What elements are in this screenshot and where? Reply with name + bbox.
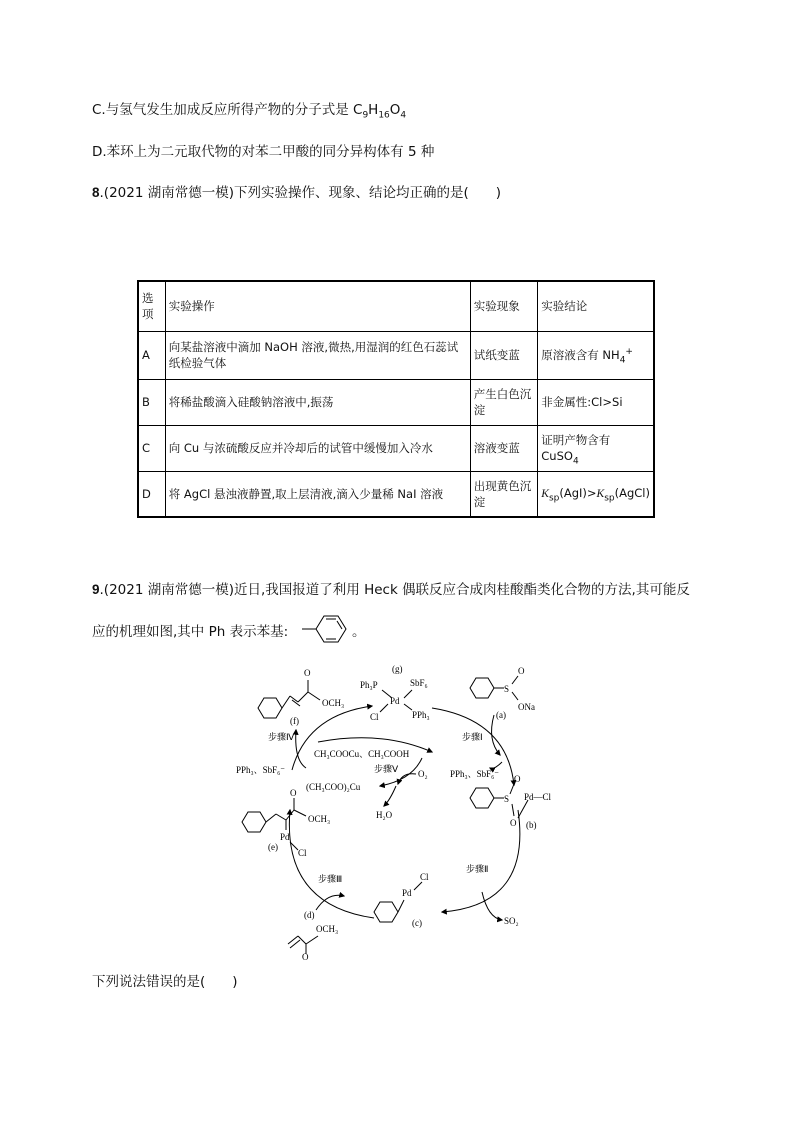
species-o-b2: O (510, 818, 517, 828)
species-s-b: S (504, 794, 510, 804)
table-row (138, 379, 654, 425)
cycle-arc-step2 (442, 810, 520, 912)
cell-phenomenon: 出现黄色沉淀 (470, 471, 538, 517)
cell-conclusion: 非金属性:Cl>Si (538, 379, 654, 425)
cell-phenomenon: 溶液变蓝 (470, 425, 538, 471)
label-f: (f) (290, 716, 299, 726)
species-sbf6: SbF₆ (410, 678, 428, 688)
cell-conclusion: 证明产物含有 CuSO$_4$ (538, 425, 654, 471)
species-pd-cl: Pd—Cl (524, 792, 552, 802)
species-ona: ONa (518, 702, 535, 712)
header-conclusion: 实验结论 (538, 281, 654, 331)
cycle-arc-step3 (289, 810, 374, 918)
cell-option: C (138, 425, 165, 471)
cell-conclusion: 原溶液含有 $NH_4^+$ (538, 331, 654, 379)
option-d: D.苯环上为二元取代物的对苯二甲酸的同分异构体有 5 种 (92, 144, 435, 160)
label-b: (b) (526, 820, 537, 830)
cell-operation: 将 AgCl 悬浊液静置,取上层清液,滴入少量稀 NaI 溶液 (165, 471, 470, 517)
species-pd-c: Pd (402, 888, 412, 898)
mechanism-diagram (232, 660, 578, 960)
species-o-b: O (514, 774, 521, 784)
header-option: 选项 (138, 281, 165, 331)
option-c: C.与氢气发生加成反应所得产物的分子式是 $C_9H_{16}O_4$ (92, 102, 407, 121)
species-so2: SO₂ (504, 916, 519, 926)
label-a: (a) (496, 710, 506, 720)
table-row (138, 331, 654, 379)
cell-option: D (138, 471, 165, 517)
question-number: 8 (92, 185, 100, 200)
cell-option: A (138, 331, 165, 379)
step-3: 步骤Ⅲ (318, 874, 343, 884)
experiment-table (137, 280, 655, 518)
species-ph3p: Ph₃P (360, 680, 378, 690)
question-9-line2: 应的机理如图,其中 Ph 表示苯基: (92, 624, 289, 640)
label-d: (d) (304, 910, 315, 920)
species-o-e: O (290, 788, 297, 798)
species-cl: Cl (370, 712, 379, 722)
species-och3-f: OCH₃ (322, 698, 345, 708)
table-row (138, 425, 654, 471)
species-o-d: O (302, 952, 309, 960)
phenyl-structure-icon (300, 608, 352, 648)
header-operation: 实验操作 (165, 281, 470, 331)
header-phenomenon: 实验现象 (470, 281, 538, 331)
question-9-line1: 9.(2021 湖南常德一模)近日,我国报道了利用 Heck 偶联反应合成肉桂酸酯类化合物的方法,其可能反 (92, 582, 690, 598)
step-5: 步骤Ⅴ (374, 764, 399, 774)
species-och3-d: OCH₃ (316, 924, 339, 934)
species-pph3-sbf6-4: PPh₃、SbF₆⁻ (236, 765, 286, 775)
species-s-a: S (504, 684, 510, 694)
label-c: (c) (412, 918, 422, 928)
cell-operation: 向某盐溶液中滴加 NaOH 溶液,微热,用湿润的红色石蕊试纸检验气体 (165, 331, 470, 379)
species-o-f: O (304, 668, 311, 678)
species-pd-e: Pd (280, 832, 290, 842)
cell-operation: 向 Cu 与浓硫酸反应并冷却后的试管中缓慢加入冷水 (165, 425, 470, 471)
species-cu2: (CH₃COO)₂Cu (306, 782, 361, 792)
table-header-row (138, 281, 654, 331)
cell-phenomenon: 试纸变蓝 (470, 331, 538, 379)
species-o-a: O (518, 666, 525, 676)
cell-conclusion: $K_{sp}(AgI)>K_{sp}(AgCl)$ (538, 471, 654, 517)
question-9-prompt: 下列说法错误的是( ) (92, 974, 238, 990)
species-o2: O₂ (418, 769, 428, 779)
species-pph3-sbf6-1: PPh₃、SbF₆⁻ (450, 769, 500, 779)
question-8: 8.(2021 湖南常德一模)下列实验操作、现象、结论均正确的是( ) (92, 185, 502, 201)
step-4: 步骤Ⅳ (268, 732, 295, 742)
species-cu-acetate: CH₃COOCu、CH₃COOH (314, 749, 410, 759)
label-e: (e) (268, 842, 278, 852)
species-och3-e: OCH₃ (308, 814, 331, 824)
species-pd: Pd (390, 696, 400, 706)
question-9-line2-end: 。 (352, 624, 366, 640)
species-cl-e: Cl (298, 848, 307, 858)
step-1: 步骤Ⅰ (462, 732, 483, 742)
species-pph3: PPh₃ (412, 710, 430, 720)
species-h2o: H₂O (376, 810, 393, 820)
species-cl-c: Cl (420, 872, 429, 882)
cell-operation: 将稀盐酸滴入硅酸钠溶液中,振荡 (165, 379, 470, 425)
cell-option: B (138, 379, 165, 425)
question-number: 9 (92, 582, 100, 597)
step-2: 步骤Ⅱ (466, 864, 489, 874)
cell-phenomenon: 产生白色沉淀 (470, 379, 538, 425)
label-g: (g) (392, 664, 403, 674)
table-row (138, 471, 654, 517)
